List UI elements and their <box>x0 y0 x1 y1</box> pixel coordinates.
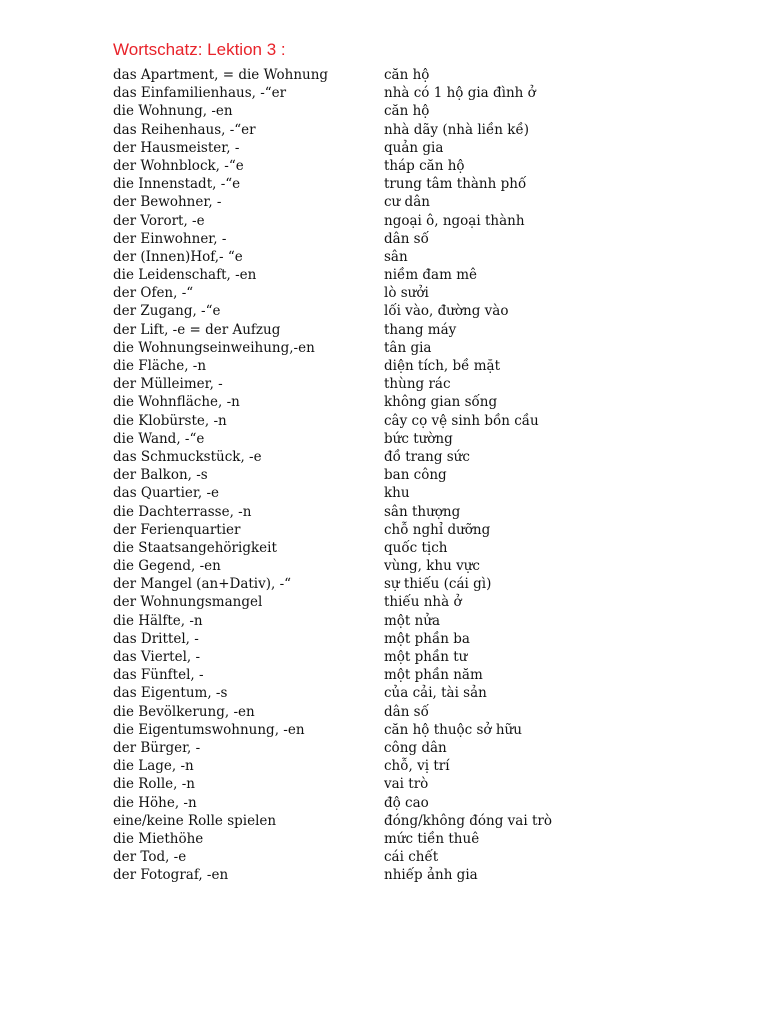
german-term: die Wand, -“e <box>113 430 205 447</box>
german-term: der Bewohner, - <box>113 194 222 211</box>
vietnamese-translation: bức tường <box>384 430 453 447</box>
vocab-row <box>113 794 753 812</box>
german-term: der Ofen, -“ <box>113 285 194 302</box>
vietnamese-translation: mức tiền thuê <box>384 830 480 847</box>
vocab-row <box>113 193 753 211</box>
german-term: der Mangel (an+Dativ), -“ <box>113 576 292 593</box>
german-term: die Wohnfläche, -n <box>113 394 240 411</box>
vietnamese-translation: sân <box>384 248 408 265</box>
vocab-row <box>113 102 753 120</box>
vietnamese-translation: trung tâm thành phố <box>384 176 527 193</box>
german-term: die Gegend, -en <box>113 558 221 575</box>
vocab-row <box>113 466 753 484</box>
vocab-row <box>113 703 753 721</box>
german-term: der Fotograf, -en <box>113 867 229 884</box>
german-term: das Schmuckstück, -e <box>113 448 262 465</box>
vocab-row <box>113 375 753 393</box>
vietnamese-translation: một nửa <box>384 612 441 629</box>
vietnamese-translation: thùng rác <box>384 376 451 393</box>
german-term: das Quartier, -e <box>113 485 220 502</box>
page-title: Wortschatz: Lektion 3 : <box>113 40 286 59</box>
vietnamese-translation: một phần năm <box>384 667 483 684</box>
german-term: der Wohnblock, -“e <box>113 157 244 174</box>
german-term: die Leidenschaft, -en <box>113 267 257 284</box>
vocab-row <box>113 139 753 157</box>
vocab-row <box>113 266 753 284</box>
vocab-row <box>113 612 753 630</box>
german-term: die Dachterrasse, -n <box>113 503 252 520</box>
vietnamese-translation: sự thiếu (cái gì) <box>384 576 492 593</box>
german-term: der Wohnungsmangel <box>113 594 263 611</box>
vocab-row <box>113 575 753 593</box>
vietnamese-translation: một phần tư <box>384 649 468 665</box>
german-term: das Fünftel, - <box>113 667 204 684</box>
vocab-row <box>113 284 753 302</box>
vocab-row <box>113 812 753 830</box>
vocab-row <box>113 521 753 539</box>
vietnamese-translation: diện tích, bề mặt <box>384 358 501 374</box>
vietnamese-translation: niềm đam mê <box>384 267 477 284</box>
vocab-row <box>113 721 753 739</box>
vocab-row <box>113 503 753 521</box>
german-term: der Tod, -e <box>113 849 187 866</box>
vocab-row <box>113 84 753 102</box>
vocab-row <box>113 412 753 430</box>
vocab-row <box>113 357 753 375</box>
vietnamese-translation: cây cọ vệ sinh bồn cầu <box>384 412 539 429</box>
german-term: die Eigentumswohnung, -en <box>113 721 305 738</box>
german-term: der (Innen)Hof,- “e <box>113 248 243 265</box>
vocab-row <box>113 557 753 575</box>
vietnamese-translation: khu <box>384 485 410 502</box>
vocab-row <box>113 66 753 84</box>
german-term: das Apartment, = die Wohnung <box>113 67 329 83</box>
vocab-row <box>113 393 753 411</box>
vietnamese-translation: dân số <box>384 230 429 247</box>
vocab-row <box>113 593 753 611</box>
vietnamese-translation: cư dân <box>384 194 430 211</box>
vietnamese-translation: ban công <box>384 467 447 484</box>
vietnamese-translation: thiếu nhà ở <box>384 594 462 611</box>
vietnamese-translation: căn hộ thuộc sở hữu <box>384 721 522 738</box>
german-term: der Ferienquartier <box>113 521 241 538</box>
german-term: die Höhe, -n <box>113 794 197 811</box>
vocabulary-list <box>113 66 753 884</box>
german-term: das Eigentum, -s <box>113 685 228 702</box>
german-term: die Rolle, -n <box>113 776 195 793</box>
vocab-row <box>113 175 753 193</box>
vietnamese-translation: tân gia <box>384 339 432 356</box>
german-term: die Fläche, -n <box>113 358 207 374</box>
vietnamese-translation: nhà có 1 hộ gia đình ở <box>384 85 536 102</box>
vocab-row <box>113 684 753 702</box>
vietnamese-translation: một phần ba <box>384 630 470 647</box>
german-term: der Einwohner, - <box>113 230 227 247</box>
german-term: die Innenstadt, -“e <box>113 176 241 193</box>
vietnamese-translation: quản gia <box>384 139 444 156</box>
vocab-row <box>113 248 753 266</box>
german-term: der Hausmeister, - <box>113 139 240 156</box>
vocab-row <box>113 230 753 248</box>
vietnamese-translation: căn hộ <box>384 103 430 120</box>
german-term: die Wohnungseinweihung,-en <box>113 339 315 356</box>
german-term: das Einfamilienhaus, -“er <box>113 85 287 102</box>
german-term: die Klobürste, -n <box>113 412 227 429</box>
vietnamese-translation: nhiếp ảnh gia <box>384 867 478 884</box>
vocab-row <box>113 739 753 757</box>
german-term: die Staatsangehörigkeit <box>113 539 277 556</box>
vocab-row <box>113 157 753 175</box>
vietnamese-translation: quốc tịch <box>384 539 448 556</box>
german-term: die Bevölkerung, -en <box>113 703 255 720</box>
vocab-row <box>113 830 753 848</box>
vietnamese-translation: thang máy <box>384 321 457 338</box>
german-term: der Zugang, -“e <box>113 303 221 320</box>
vocab-row <box>113 302 753 320</box>
vietnamese-translation: căn hộ <box>384 67 430 83</box>
vocab-row <box>113 666 753 684</box>
vietnamese-translation: độ cao <box>384 794 429 811</box>
vocab-row <box>113 321 753 339</box>
vocab-row <box>113 121 753 139</box>
german-term: der Bürger, - <box>113 739 201 756</box>
german-term: die Hälfte, -n <box>113 612 203 629</box>
german-term: der Mülleimer, - <box>113 376 223 393</box>
vietnamese-translation: sân thượng <box>384 503 461 520</box>
vocab-row <box>113 484 753 502</box>
vietnamese-translation: công dân <box>384 739 447 756</box>
vietnamese-translation: tháp căn hộ <box>384 157 465 174</box>
german-term: die Miethöhe <box>113 830 204 847</box>
vietnamese-translation: dân số <box>384 703 429 720</box>
vietnamese-translation: chỗ, vị trí <box>384 758 450 775</box>
vietnamese-translation: chỗ nghỉ dưỡng <box>384 521 491 538</box>
vocab-row <box>113 212 753 230</box>
vocab-row <box>113 339 753 357</box>
vietnamese-translation: vai trò <box>384 776 429 793</box>
german-term: das Viertel, - <box>113 649 201 665</box>
vocab-row <box>113 448 753 466</box>
vocab-row <box>113 757 753 775</box>
german-term: der Balkon, -s <box>113 467 208 484</box>
vietnamese-translation: của cải, tài sản <box>384 685 487 702</box>
vocab-row <box>113 648 753 666</box>
vietnamese-translation: đồ trang sức <box>384 448 470 465</box>
vietnamese-translation: vùng, khu vực <box>384 558 480 575</box>
vocab-row <box>113 430 753 448</box>
vietnamese-translation: cái chết <box>384 849 439 866</box>
vocab-row <box>113 539 753 557</box>
vietnamese-translation: không gian sống <box>384 394 498 411</box>
german-term: der Lift, -e = der Aufzug <box>113 321 281 338</box>
vietnamese-translation: lò sưởi <box>384 285 429 302</box>
german-term: das Reihenhaus, -“er <box>113 121 256 138</box>
vocab-row <box>113 775 753 793</box>
german-term: das Drittel, - <box>113 630 199 647</box>
vietnamese-translation: ngoại ô, ngoại thành <box>384 212 525 229</box>
vocab-row <box>113 630 753 648</box>
german-term: der Vorort, -e <box>113 212 205 229</box>
german-term: die Lage, -n <box>113 758 194 775</box>
vocab-row <box>113 866 753 884</box>
vietnamese-translation: đóng/không đóng vai trò <box>384 812 552 829</box>
vocab-row <box>113 848 753 866</box>
german-term: die Wohnung, -en <box>113 103 233 120</box>
german-term: eine/keine Rolle spielen <box>113 812 277 829</box>
vietnamese-translation: nhà dãy (nhà liền kề) <box>384 121 530 138</box>
vietnamese-translation: lối vào, đường vào <box>384 303 509 320</box>
